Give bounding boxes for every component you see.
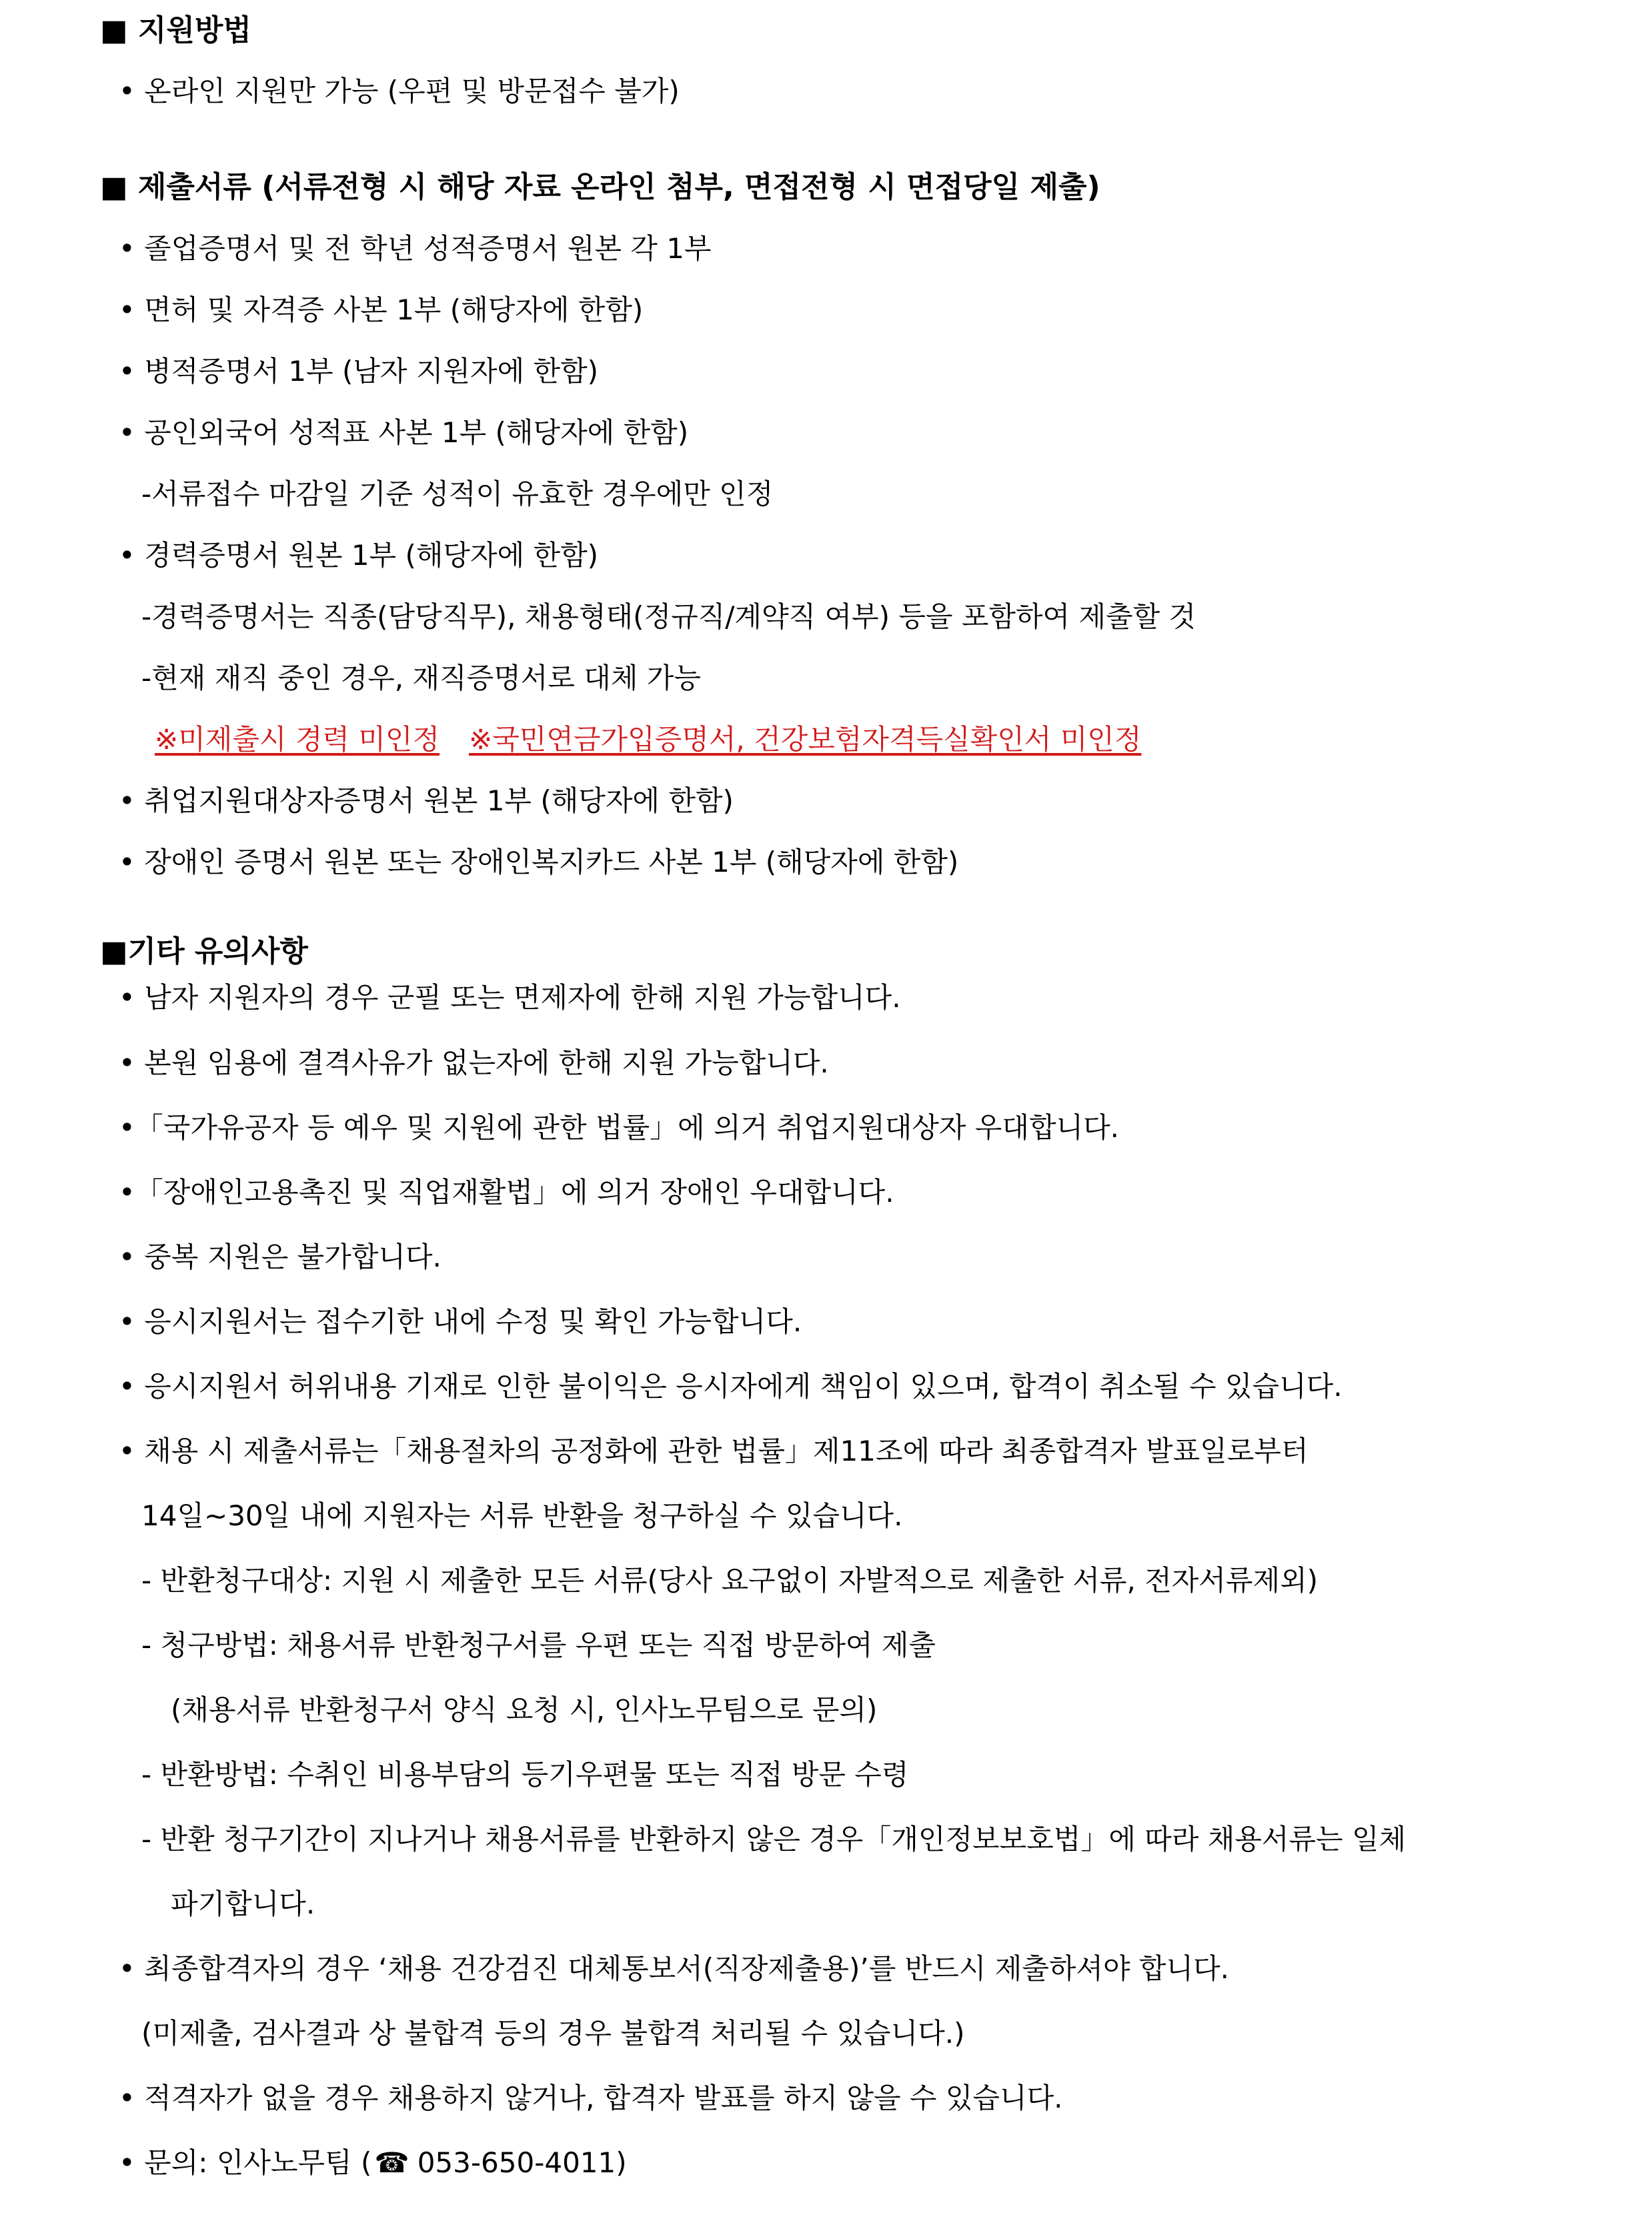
continuation-line: (채용서류 반환청구서 양식 요청 시, 인사노무팀으로 문의)	[171, 1693, 878, 1726]
list-item: • 경력증명서 원본 1부 (해당자에 한함)	[119, 539, 599, 572]
sub-item: - 반환청구대상: 지원 시 제출한 모든 서류(당사 요구없이 자발적으로 제출한 서류, 전자서류제외)	[141, 1564, 1319, 1597]
list-item: • 면허 및 자격증 사본 1부 (해당자에 한함)	[119, 293, 644, 326]
continuation-line: 파기합니다.	[171, 1888, 315, 1920]
list-item: • 취업지원대상자증명서 원본 1부 (해당자에 한함)	[119, 784, 734, 817]
list-item: • 졸업증명서 및 전 학년 성적증명서 원본 각 1부	[119, 232, 712, 265]
section-heading-documents: ■ 제출서류 (서류전형 시 해당 자료 온라인 첨부, 면접전형 시 면접당일 제출)	[100, 170, 1100, 204]
list-item: • 남자 지원자의 경우 군필 또는 면제자에 한해 지원 가능합니다.	[119, 981, 901, 1014]
continuation-line: (미제출, 검사결과 상 불합격 등의 경우 불합격 처리될 수 있습니다.)	[141, 2017, 965, 2050]
contact-phone: 053-650-4011)	[417, 2146, 627, 2179]
section-heading-notes: ■기타 유의사항	[100, 934, 308, 968]
list-item: • 온라인 지원만 가능 (우편 및 방문접수 불가)	[119, 75, 680, 107]
list-item: • 공인외국어 성적표 사본 1부 (해당자에 한함)	[119, 416, 689, 449]
list-item: • 응시지원서는 접수기한 내에 수정 및 확인 가능합니다.	[119, 1305, 802, 1338]
sub-item: -현재 재직 중인 경우, 재직증명서로 대체 가능	[141, 662, 701, 694]
list-item: • 채용 시 제출서류는「채용절차의 공정화에 관한 법률」제11조에 따라 최종합격자 발표일로부터	[119, 1435, 1309, 1467]
continuation-line: 14일~30일 내에 지원자는 서류 반환을 청구하실 수 있습니다.	[141, 1499, 903, 1532]
list-item: •「국가유공자 등 예우 및 지원에 관한 법률」에 의거 취업지원대상자 우대합니다.	[119, 1111, 1120, 1144]
warning-pension-insurance: ※국민연금가입증명서, 건강보험자격득실확인서 미인정	[469, 723, 1142, 756]
sub-item: - 반환 청구기간이 지나거나 채용서류를 반환하지 않은 경우「개인정보보호법」에 따라 채용서류는 일체	[141, 1823, 1407, 1855]
sub-item: - 반환방법: 수취인 비용부담의 등기우편물 또는 직접 방문 수령	[141, 1758, 909, 1791]
sub-item: -경력증명서는 직종(담당직무), 채용형태(정규직/계약직 여부) 등을 포함하여 제출할 것	[141, 600, 1196, 633]
list-item: • 병적증명서 1부 (남자 지원자에 한함)	[119, 355, 599, 388]
list-item: • 최종합격자의 경우 ‘채용 건강검진 대체통보서(직장제출용)’를 반드시 제출하셔야 합니다.	[119, 1952, 1229, 1985]
list-item: •「장애인고용촉진 및 직업재활법」에 의거 장애인 우대합니다.	[119, 1176, 894, 1209]
warning-no-submission: ※미제출시 경력 미인정	[155, 723, 440, 756]
warning-line	[155, 720, 1141, 760]
sub-item: -서류접수 마감일 기준 성적이 유효한 경우에만 인정	[141, 478, 774, 510]
list-item: • 중복 지원은 불가합니다.	[119, 1241, 442, 1273]
contact-line	[119, 2143, 627, 2183]
list-item: • 응시지원서 허위내용 기재로 인한 불이익은 응시자에게 책임이 있으며, 합격이 취소될 수 있습니다.	[119, 1370, 1343, 1403]
list-item: • 본원 임용에 결격사유가 없는자에 한해 지원 가능합니다.	[119, 1046, 829, 1079]
contact-label: • 문의: 인사노무팀 (	[119, 2146, 372, 2179]
list-item: • 적격자가 없을 경우 채용하지 않거나, 합격자 발표를 하지 않을 수 있습니다.	[119, 2082, 1063, 2114]
section-heading-method: ■ 지원방법	[100, 13, 251, 47]
sub-item: - 청구방법: 채용서류 반환청구서를 우편 또는 직접 방문하여 제출	[141, 1629, 936, 1661]
list-item: • 장애인 증명서 원본 또는 장애인복지카드 사본 1부 (해당자에 한함)	[119, 846, 959, 878]
telephone-icon: ☎	[374, 2146, 409, 2179]
